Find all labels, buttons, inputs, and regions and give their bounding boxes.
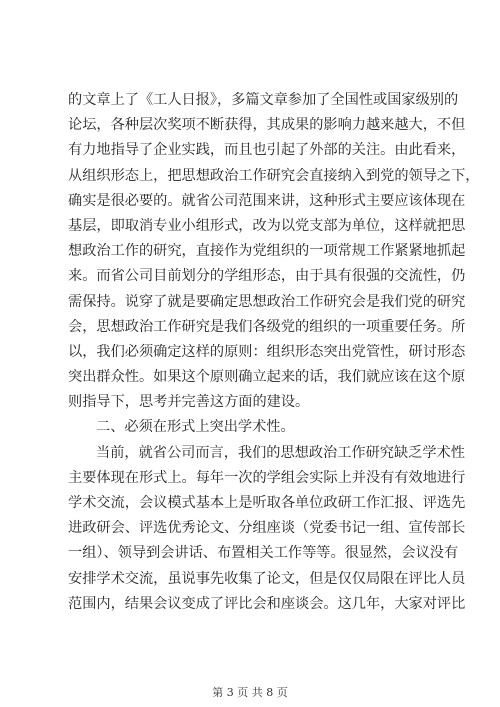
text-line: 二、必须在形式上突出学术性。: [96, 419, 295, 436]
text-line: 一组）、领导到会讲话、布置相关工作等等。很显然，会议没有: [68, 545, 459, 562]
text-line: 突出群众性。如果这个原则确立起来的话，我们就应该在这个原: [68, 369, 466, 386]
text-line: 的文章上了《工人日报》，多篇文章参加了全国性或国家级别的: [68, 92, 459, 108]
text-line: 范围内，结果会议变成了评比会和座谈会。这几年，大家对评比: [68, 595, 466, 612]
text-line: 进政研会、评选优秀论文、分组座谈（党委书记一组、宣传部长: [68, 520, 466, 537]
text-line: 想政治工作的研究，直接作为党组织的一项常规工作紧紧地抓起: [68, 243, 466, 260]
text-line: 主要体现在形式上。每年一次的学组会实际上并没有有效地进行: [68, 469, 466, 486]
document-body: [68, 88, 480, 617]
text-line: 从组织形态上，把思想政治工作研究会直接纳入到党的领导之下，: [68, 167, 480, 184]
text-line: 确实是很必要的。就省公司范围来讲，这种形式主要应该体现在: [68, 192, 466, 209]
text-line: 基层，即取消专业小组形式，改为以党支部为单位，这样就把思: [68, 217, 466, 234]
page-number-footer: 第 3 页 共 8 页: [212, 686, 288, 699]
text-line: 需保持。说穿了就是要确定思想政治工作研究会是我们党的研究: [68, 293, 466, 310]
text-line: 安排学术交流，虽说事先收集了论文，但是仅仅局限在评比人员: [68, 570, 466, 587]
section-heading: [68, 415, 448, 440]
text-line: 论坛，各种层次奖项不断获得，其成果的影响力越来越大，不但: [68, 117, 466, 134]
text-line: 会，思想政治工作研究是我们各级党的组织的一项重要任务。所: [68, 318, 466, 335]
paragraph: [68, 441, 466, 617]
text-line: 学术交流，会议模式基本上是听取各单位政研工作汇报、评选先: [68, 495, 466, 511]
paragraph: [68, 88, 480, 415]
text-line: 以，我们必须确定这样的原则：组织形态突出党管性，研讨形态: [68, 343, 466, 360]
text-line: 来。而省公司目前划分的学组形态，由于具有很强的交流性，仍: [68, 268, 466, 285]
text-line: 则指导下，思考并完善这方面的建设。: [68, 394, 310, 411]
text-line: 有力地指导了企业实践，而且也引起了外部的关注。由此看来，: [68, 142, 466, 159]
text-line: 当前，就省公司而言，我们的思想政治工作研究缺乏学术性: [96, 444, 465, 461]
